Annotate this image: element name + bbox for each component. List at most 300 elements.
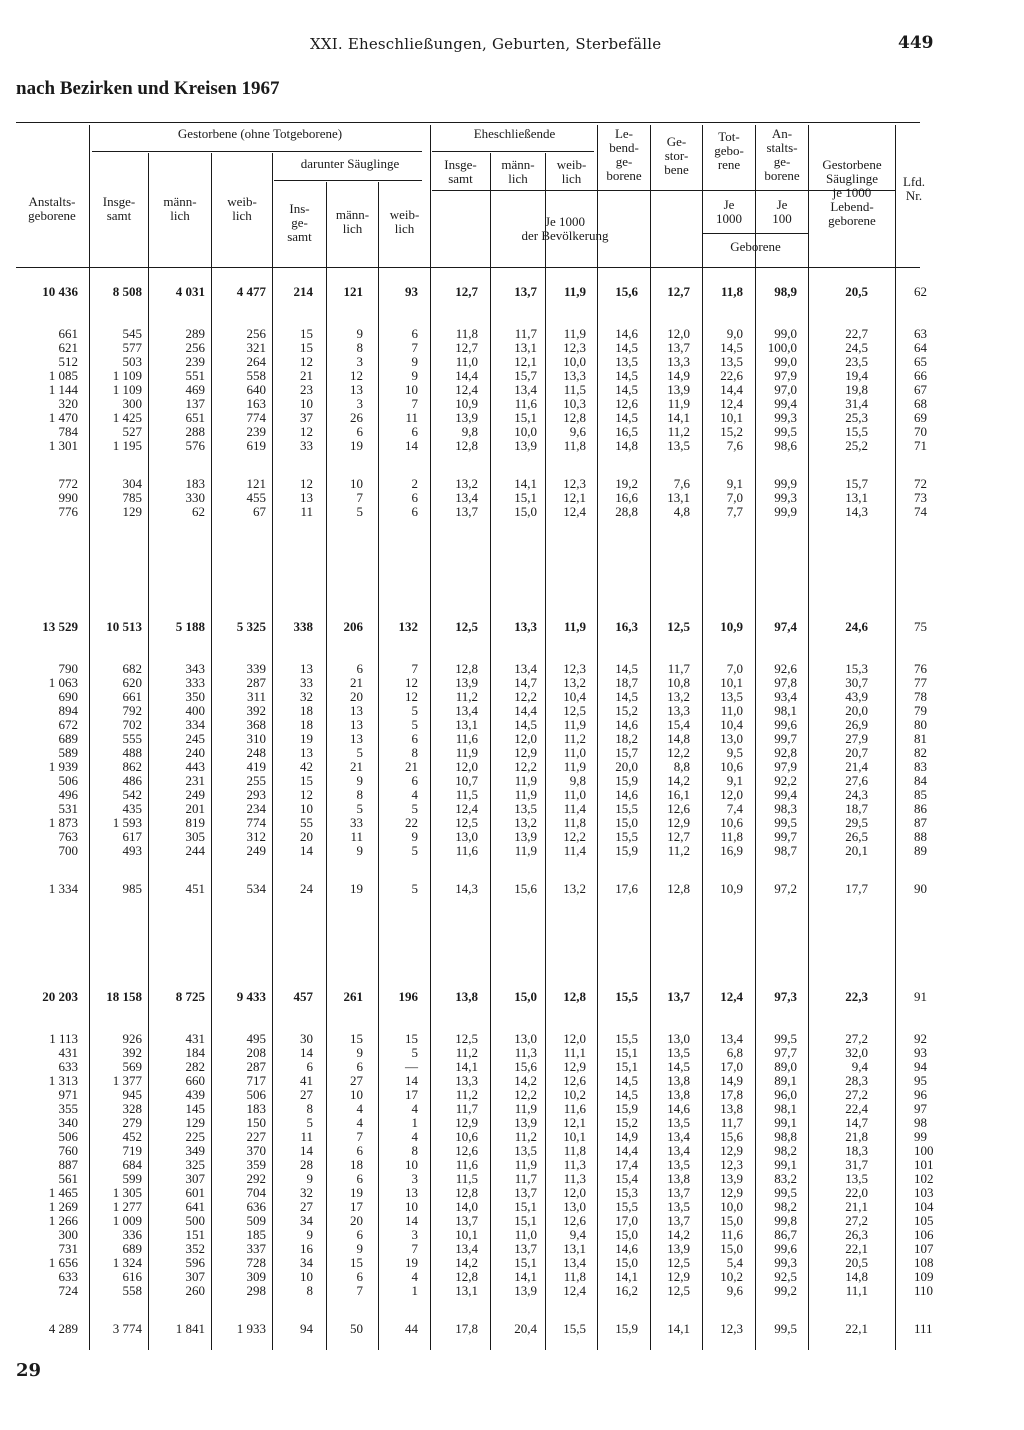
geborene-rule [703, 233, 809, 234]
cell-e-insgesamt: 10,1 [455, 1227, 478, 1242]
cell-s-weiblich: 14 [405, 1213, 418, 1228]
hdr-anstaltsgeborene-rate: An- stalts- ge- borene [764, 126, 800, 183]
cell-g-maennlich: 641 [185, 1199, 205, 1214]
cell-g-maennlich: 288 [185, 424, 205, 439]
cell-g-insgesamt: 1 277 [112, 1199, 142, 1214]
cell-totgeborene: 10,0 [720, 1199, 743, 1214]
cell-saeuglinge-rate: 27,2 [845, 1087, 868, 1102]
cell-totgeborene: 5,4 [726, 1255, 743, 1270]
cell-anstaltsgeborene-rate: 98,1 [774, 703, 797, 718]
cell-g-insgesamt: 1 377 [112, 1073, 142, 1088]
cell-g-insgesamt: 862 [122, 759, 142, 774]
cell-e-maennlich: 12,9 [514, 745, 537, 760]
cell-e-weiblich: 11,9 [563, 284, 586, 299]
cell-e-maennlich: 14,4 [514, 703, 537, 718]
cell-gestorbene: 13,7 [667, 1185, 690, 1200]
cell-e-insgesamt: 11,6 [455, 1157, 478, 1172]
cell-anstaltsgeborene-rate: 98,2 [774, 1199, 797, 1214]
cell-g-maennlich: 500 [185, 1213, 205, 1228]
cell-anstaltsgeborene-rate: 99,3 [774, 490, 797, 505]
cell-anstaltsgeborene: 672 [58, 717, 78, 732]
cell-saeuglinge-rate: 25,2 [845, 438, 868, 453]
hdr-geborene: Geborene [730, 239, 781, 254]
cell-anstaltsgeborene: 531 [58, 801, 78, 816]
cell-g-weiblich: 419 [246, 759, 266, 774]
cell-s-insgesamt: 9 [306, 1227, 313, 1242]
cell-s-weiblich: 4 [411, 787, 418, 802]
cell-e-insgesamt: 12,7 [455, 340, 478, 355]
cell-lfd-nr: 66 [914, 368, 927, 383]
cell-anstaltsgeborene-rate: 93,4 [774, 689, 797, 704]
cell-g-weiblich: 321 [246, 340, 266, 355]
cell-gestorbene: 7,6 [673, 476, 690, 491]
cell-e-insgesamt: 13,3 [455, 1073, 478, 1088]
cell-s-weiblich: 7 [411, 396, 418, 411]
cell-totgeborene: 10,9 [720, 881, 743, 896]
cell-anstaltsgeborene-rate: 99,4 [774, 396, 797, 411]
cell-e-weiblich: 11,5 [563, 382, 586, 397]
cell-s-maennlich: 7 [356, 1283, 363, 1298]
cell-anstaltsgeborene: 731 [58, 1241, 78, 1256]
cell-e-insgesamt: 12,5 [455, 1031, 478, 1046]
cell-gestorbene: 12,8 [667, 881, 690, 896]
cell-gestorbene: 14,6 [667, 1101, 690, 1116]
cell-e-maennlich: 14,1 [514, 1269, 537, 1284]
cell-s-insgesamt: 15 [300, 773, 313, 788]
cell-e-insgesamt: 12,9 [455, 1115, 478, 1130]
cell-totgeborene: 9,6 [726, 1283, 743, 1298]
cell-totgeborene: 15,0 [720, 1241, 743, 1256]
cell-anstaltsgeborene-rate: 99,2 [774, 1283, 797, 1298]
cell-gestorbene: 10,8 [667, 675, 690, 690]
cell-totgeborene: 12,0 [720, 787, 743, 802]
cell-anstaltsgeborene: 700 [58, 843, 78, 858]
cell-g-weiblich: 287 [246, 1059, 266, 1074]
cell-s-insgesamt: 32 [300, 689, 313, 704]
cell-lebendgeborene: 17,0 [615, 1213, 638, 1228]
cell-saeuglinge-rate: 26,5 [845, 829, 868, 844]
ehe-group-rule [432, 151, 594, 152]
cell-s-insgesamt: 13 [300, 661, 313, 676]
cell-e-maennlich: 10,0 [514, 424, 537, 439]
cell-saeuglinge-rate: 21,4 [845, 759, 868, 774]
cell-e-maennlich: 14,2 [514, 1073, 537, 1088]
cell-g-weiblich: 558 [246, 368, 266, 383]
hdr-saeuglinge-rate: Gestorbene Säuglinge je 1000 Lebend- geborene [822, 157, 882, 228]
cell-saeuglinge-rate: 15,7 [845, 476, 868, 491]
cell-g-maennlich: 225 [185, 1129, 205, 1144]
cell-lebendgeborene: 15,7 [615, 745, 638, 760]
cell-g-maennlich: 282 [185, 1059, 205, 1074]
cell-g-insgesamt: 661 [122, 689, 142, 704]
cell-e-insgesamt: 10,7 [455, 773, 478, 788]
cell-lebendgeborene: 15,9 [615, 773, 638, 788]
cell-totgeborene: 9,1 [726, 773, 743, 788]
cell-lebendgeborene: 14,9 [615, 1129, 638, 1144]
cell-s-insgesamt: 34 [300, 1213, 313, 1228]
cell-anstaltsgeborene-rate: 99,6 [774, 717, 797, 732]
cell-g-weiblich: 248 [246, 745, 266, 760]
cell-lebendgeborene: 15,6 [615, 284, 638, 299]
cell-g-weiblich: 368 [246, 717, 266, 732]
cell-saeuglinge-rate: 13,5 [845, 1171, 868, 1186]
cell-totgeborene: 12,9 [720, 1185, 743, 1200]
cell-gestorbene: 12,9 [667, 815, 690, 830]
cell-g-weiblich: 509 [246, 1213, 266, 1228]
cell-gestorbene: 15,4 [667, 717, 690, 732]
cell-e-maennlich: 15,1 [514, 410, 537, 425]
cell-g-insgesamt: 435 [122, 801, 142, 816]
cell-saeuglinge-rate: 43,9 [845, 689, 868, 704]
cell-g-weiblich: 392 [246, 703, 266, 718]
cell-e-insgesamt: 14,3 [455, 881, 478, 896]
cell-g-maennlich: 443 [185, 759, 205, 774]
cell-s-weiblich: 5 [411, 717, 418, 732]
cell-s-weiblich: 1 [411, 1283, 418, 1298]
cell-totgeborene: 9,1 [726, 476, 743, 491]
cell-lebendgeborene: 14,5 [615, 410, 638, 425]
cell-gestorbene: 13,0 [667, 1031, 690, 1046]
cell-gestorbene: 14,1 [667, 410, 690, 425]
cell-g-maennlich: 307 [185, 1269, 205, 1284]
cell-s-insgesamt: 42 [300, 759, 313, 774]
cell-g-insgesamt: 503 [122, 354, 142, 369]
cell-s-weiblich: 5 [411, 1045, 418, 1060]
cell-totgeborene: 7,0 [726, 490, 743, 505]
cell-s-weiblich: 17 [405, 1087, 418, 1102]
cell-lfd-nr: 104 [914, 1199, 934, 1214]
cell-s-maennlich: 10 [350, 1087, 363, 1102]
cell-anstaltsgeborene: 496 [58, 787, 78, 802]
cell-anstaltsgeborene: 1 465 [48, 1185, 78, 1200]
hdr-je1000-bevoelkerung: Je 1000 der Bevölkerung [521, 214, 609, 243]
cell-e-maennlich: 11,9 [514, 787, 537, 802]
cell-totgeborene: 15,6 [720, 1129, 743, 1144]
cell-e-insgesamt: 13,4 [455, 1241, 478, 1256]
cell-s-weiblich: 3 [411, 1171, 418, 1186]
cell-gestorbene: 12,7 [667, 284, 690, 299]
cell-g-weiblich: 311 [246, 689, 266, 704]
cell-e-maennlich: 13,3 [514, 619, 537, 634]
cell-s-maennlich: 10 [350, 476, 363, 491]
cell-g-insgesamt: 279 [122, 1115, 142, 1130]
cell-s-weiblich: 9 [411, 829, 418, 844]
cell-s-maennlich: 8 [356, 340, 363, 355]
cell-s-maennlich: 6 [356, 1227, 363, 1242]
cell-s-weiblich: 3 [411, 1227, 418, 1242]
cell-s-insgesamt: 18 [300, 717, 313, 732]
cell-saeuglinge-rate: 24,6 [845, 619, 868, 634]
cell-s-maennlich: 6 [356, 1269, 363, 1284]
cell-e-maennlich: 14,7 [514, 675, 537, 690]
cell-s-weiblich: 10 [405, 1199, 418, 1214]
cell-g-maennlich: 244 [185, 843, 205, 858]
cell-g-weiblich: 640 [246, 382, 266, 397]
cell-anstaltsgeborene-rate: 97,3 [774, 989, 797, 1004]
cell-lfd-nr: 82 [914, 745, 927, 760]
cell-saeuglinge-rate: 27,2 [845, 1213, 868, 1228]
cell-g-weiblich: 227 [246, 1129, 266, 1144]
cell-e-insgesamt: 12,7 [455, 284, 478, 299]
cell-s-weiblich: 4 [411, 1101, 418, 1116]
cell-saeuglinge-rate: 20,7 [845, 745, 868, 760]
cell-s-weiblich: 2 [411, 476, 418, 491]
cell-gestorbene: 13,5 [667, 1199, 690, 1214]
cell-e-weiblich: 12,9 [563, 1059, 586, 1074]
table-top-rule [16, 122, 920, 123]
hdr-s-insgesamt: Ins- ge- samt [287, 201, 312, 244]
cell-s-maennlich: 11 [350, 829, 363, 844]
cell-e-insgesamt: 12,4 [455, 382, 478, 397]
cell-e-maennlich: 11,9 [514, 773, 537, 788]
cell-anstaltsgeborene-rate: 97,7 [774, 1045, 797, 1060]
cell-s-maennlich: 6 [356, 661, 363, 676]
cell-lebendgeborene: 15,9 [615, 1101, 638, 1116]
cell-lfd-nr: 63 [914, 326, 927, 341]
cell-gestorbene: 13,4 [667, 1143, 690, 1158]
cell-s-maennlich: 13 [350, 703, 363, 718]
cell-gestorbene: 12,5 [667, 619, 690, 634]
cell-gestorbene: 12,0 [667, 326, 690, 341]
cell-s-insgesamt: 28 [300, 1157, 313, 1172]
cell-g-insgesamt: 555 [122, 731, 142, 746]
hdr-s-weiblich: weib- lich [389, 207, 420, 236]
cell-lebendgeborene: 14,5 [615, 661, 638, 676]
cell-s-maennlich: 20 [350, 689, 363, 704]
cell-g-maennlich: 184 [185, 1045, 205, 1060]
cell-g-insgesamt: 1 195 [112, 438, 142, 453]
cell-g-maennlich: 183 [185, 476, 205, 491]
cell-lfd-nr: 64 [914, 340, 927, 355]
cell-gestorbene: 11,7 [667, 661, 690, 676]
cell-e-insgesamt: 9,8 [461, 424, 478, 439]
cell-e-maennlich: 13,9 [514, 438, 537, 453]
cell-anstaltsgeborene-rate: 97,8 [774, 675, 797, 690]
cell-e-maennlich: 13,9 [514, 829, 537, 844]
cell-s-insgesamt: 12 [300, 424, 313, 439]
cell-s-maennlich: 7 [356, 490, 363, 505]
cell-g-weiblich: 5 325 [236, 619, 266, 634]
cell-lfd-nr: 83 [914, 759, 927, 774]
cell-g-weiblich: 183 [246, 1101, 266, 1116]
cell-lebendgeborene: 15,5 [615, 1031, 638, 1046]
cell-e-maennlich: 14,1 [514, 476, 537, 491]
cell-g-weiblich: 339 [246, 661, 266, 676]
cell-e-weiblich: 11,0 [563, 745, 586, 760]
cell-g-weiblich: 370 [246, 1143, 266, 1158]
hdr-anstaltsgeborene: Anstalts- geborene [28, 194, 76, 223]
cell-e-insgesamt: 12,4 [455, 801, 478, 816]
cell-s-insgesamt: 13 [300, 490, 313, 505]
cell-s-insgesamt: 18 [300, 703, 313, 718]
cell-s-maennlich: 261 [343, 989, 363, 1004]
cell-e-insgesamt: 13,9 [455, 675, 478, 690]
cell-gestorbene: 13,3 [667, 703, 690, 718]
cell-saeuglinge-rate: 18,3 [845, 1143, 868, 1158]
cell-g-weiblich: 455 [246, 490, 266, 505]
cell-g-insgesamt: 304 [122, 476, 142, 491]
cell-g-maennlich: 601 [185, 1185, 205, 1200]
cell-saeuglinge-rate: 31,7 [845, 1157, 868, 1172]
cell-gestorbene: 13,7 [667, 1213, 690, 1228]
cell-anstaltsgeborene: 431 [58, 1045, 78, 1060]
cell-saeuglinge-rate: 27,6 [845, 773, 868, 788]
cell-e-maennlich: 11,6 [514, 396, 537, 411]
cell-e-weiblich: 11,9 [563, 759, 586, 774]
cell-anstaltsgeborene-rate: 99,5 [774, 815, 797, 830]
cell-g-maennlich: 551 [185, 368, 205, 383]
cell-anstaltsgeborene-rate: 99,5 [774, 424, 797, 439]
cell-e-weiblich: 11,9 [563, 717, 586, 732]
cell-s-insgesamt: 5 [306, 1115, 313, 1130]
cell-e-maennlich: 15,6 [514, 1059, 537, 1074]
cell-s-weiblich: 7 [411, 340, 418, 355]
cell-g-weiblich: 264 [246, 354, 266, 369]
cell-e-insgesamt: 13,0 [455, 829, 478, 844]
cell-anstaltsgeborene-rate: 99,3 [774, 410, 797, 425]
hdr-gestorbene-group: Gestorbene (ohne Totgeborene) [177, 126, 343, 141]
cell-s-weiblich: 8 [411, 1143, 418, 1158]
cell-lebendgeborene: 14,6 [615, 717, 638, 732]
cell-g-insgesamt: 452 [122, 1129, 142, 1144]
cell-lfd-nr: 103 [914, 1185, 934, 1200]
cell-g-insgesamt: 488 [122, 745, 142, 760]
cell-lfd-nr: 105 [914, 1213, 934, 1228]
cell-lfd-nr: 67 [914, 382, 927, 397]
cell-s-maennlich: 9 [356, 1045, 363, 1060]
cell-e-insgesamt: 13,4 [455, 703, 478, 718]
cell-totgeborene: 11,7 [720, 1115, 743, 1130]
cell-s-weiblich: 19 [405, 1255, 418, 1270]
cell-anstaltsgeborene-rate: 99,9 [774, 476, 797, 491]
cell-s-maennlich: 3 [356, 354, 363, 369]
cell-saeuglinge-rate: 32,0 [845, 1045, 868, 1060]
cell-s-insgesamt: 14 [300, 843, 313, 858]
cell-s-maennlich: 3 [356, 396, 363, 411]
cell-saeuglinge-rate: 19,4 [845, 368, 868, 383]
cell-s-insgesamt: 11 [300, 1129, 313, 1144]
cell-totgeborene: 12,9 [720, 1143, 743, 1158]
cell-lfd-nr: 92 [914, 1031, 927, 1046]
cell-e-weiblich: 13,4 [563, 1255, 586, 1270]
cell-lebendgeborene: 15,1 [615, 1045, 638, 1060]
cell-s-insgesamt: 30 [300, 1031, 313, 1046]
cell-lebendgeborene: 20,0 [615, 759, 638, 774]
cell-g-weiblich: 704 [246, 1185, 266, 1200]
cell-s-insgesamt: 41 [300, 1073, 313, 1088]
cell-s-insgesamt: 10 [300, 801, 313, 816]
cell-totgeborene: 10,9 [720, 619, 743, 634]
cell-saeuglinge-rate: 28,3 [845, 1073, 868, 1088]
cell-lebendgeborene: 15,1 [615, 1059, 638, 1074]
cell-anstaltsgeborene: 1 269 [48, 1199, 78, 1214]
cell-s-maennlich: 13 [350, 731, 363, 746]
cell-gestorbene: 4,8 [673, 504, 690, 519]
cell-s-maennlich: 121 [343, 284, 363, 299]
cell-anstaltsgeborene-rate: 98,6 [774, 438, 797, 453]
cell-lfd-nr: 73 [914, 490, 927, 505]
cell-s-maennlich: 27 [350, 1073, 363, 1088]
cell-saeuglinge-rate: 22,4 [845, 1101, 868, 1116]
cell-gestorbene: 13,4 [667, 1129, 690, 1144]
cell-g-weiblich: 309 [246, 1269, 266, 1284]
hdr-gestorbene: Ge- stor- bene [664, 134, 689, 177]
cell-lebendgeborene: 16,5 [615, 424, 638, 439]
cell-s-maennlich: 4 [356, 1115, 363, 1130]
cell-g-maennlich: 660 [185, 1073, 205, 1088]
cell-g-maennlich: 240 [185, 745, 205, 760]
cell-totgeborene: 12,4 [720, 396, 743, 411]
cell-anstaltsgeborene: 1 113 [49, 1031, 78, 1046]
cell-s-weiblich: 9 [411, 354, 418, 369]
hdr-ehe-group: Eheschließende [473, 126, 556, 141]
cell-anstaltsgeborene-rate: 97,4 [774, 619, 797, 634]
cell-g-weiblich: 67 [253, 504, 266, 519]
cell-lfd-nr: 110 [914, 1283, 934, 1298]
cell-saeuglinge-rate: 20,5 [845, 1255, 868, 1270]
cell-s-maennlich: 19 [350, 881, 363, 896]
cell-gestorbene: 12,2 [667, 745, 690, 760]
cell-e-weiblich: 11,8 [563, 438, 586, 453]
cell-lfd-nr: 90 [914, 881, 927, 896]
cell-g-maennlich: 350 [185, 689, 205, 704]
cell-e-weiblich: 12,3 [563, 476, 586, 491]
cell-g-weiblich: 298 [246, 1283, 266, 1298]
cell-g-maennlich: 239 [185, 354, 205, 369]
cell-s-maennlich: 19 [350, 438, 363, 453]
cell-e-weiblich: 12,8 [563, 410, 586, 425]
cell-lfd-nr: 71 [914, 438, 927, 453]
cell-anstaltsgeborene-rate: 99,0 [774, 354, 797, 369]
cell-s-maennlich: 5 [356, 745, 363, 760]
cell-lfd-nr: 93 [914, 1045, 927, 1060]
cell-e-maennlich: 11,0 [514, 1227, 537, 1242]
cell-lfd-nr: 70 [914, 424, 927, 439]
cell-e-weiblich: 11,3 [563, 1157, 586, 1172]
cell-lebendgeborene: 15,0 [615, 1255, 638, 1270]
cell-s-insgesamt: 32 [300, 1185, 313, 1200]
cell-g-maennlich: 819 [185, 815, 205, 830]
cell-s-weiblich: 11 [405, 410, 418, 425]
cell-lfd-nr: 77 [914, 675, 927, 690]
cell-lfd-nr: 76 [914, 661, 927, 676]
cell-g-weiblich: 495 [246, 1031, 266, 1046]
gestorbene-group-rule [92, 151, 422, 152]
cell-g-insgesamt: 719 [122, 1143, 142, 1158]
cell-anstaltsgeborene-rate: 99,0 [774, 326, 797, 341]
cell-e-weiblich: 12,6 [563, 1213, 586, 1228]
cell-anstaltsgeborene: 1 470 [48, 410, 78, 425]
cell-g-weiblich: 506 [246, 1087, 266, 1102]
cell-totgeborene: 13,0 [720, 731, 743, 746]
cell-s-insgesamt: 11 [300, 504, 313, 519]
cell-s-weiblich: 196 [398, 989, 418, 1004]
cell-g-insgesamt: 542 [122, 787, 142, 802]
cell-e-insgesamt: 12,6 [455, 1143, 478, 1158]
hdr-s-maennlich: männ- lich [335, 207, 370, 236]
cell-anstaltsgeborene: 724 [58, 1283, 78, 1298]
cell-g-insgesamt: 682 [122, 661, 142, 676]
cell-anstaltsgeborene-rate: 98,9 [774, 284, 797, 299]
cell-g-maennlich: 201 [185, 801, 205, 816]
cell-e-maennlich: 13,9 [514, 1115, 537, 1130]
cell-anstaltsgeborene: 760 [58, 1143, 78, 1158]
cell-e-maennlich: 15,7 [514, 368, 537, 383]
cell-g-weiblich: 359 [246, 1157, 266, 1172]
cell-e-weiblich: 15,5 [563, 1321, 586, 1336]
cell-e-maennlich: 11,3 [514, 1045, 537, 1060]
cell-anstaltsgeborene-rate: 99,1 [774, 1115, 797, 1130]
